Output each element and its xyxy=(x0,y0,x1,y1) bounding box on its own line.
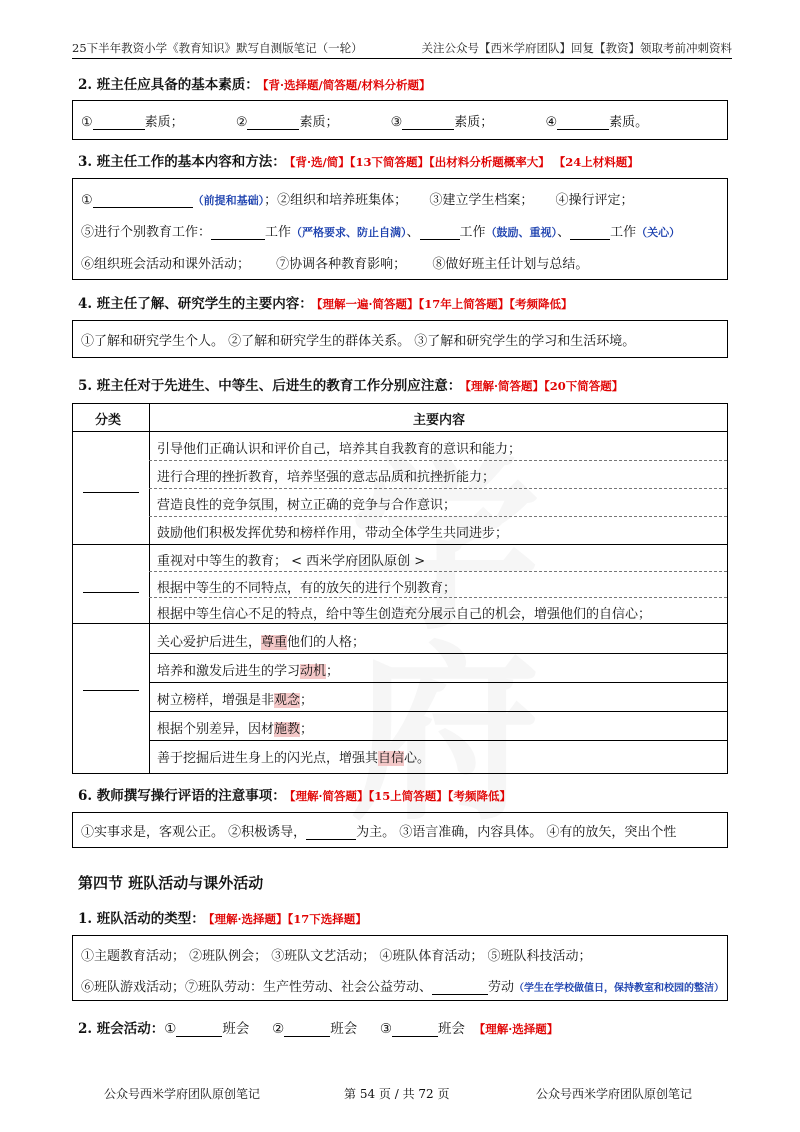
q6-row xyxy=(81,821,676,840)
q5-g1-item: 引导他们正确认识和评价自己，培养其自我教育的意识和能力； xyxy=(157,442,522,457)
q3-r2-b-note: （严格要求、防止自满） xyxy=(291,226,407,239)
q3-r3-a: ⑥组织班会活动和课外活动； xyxy=(81,257,251,272)
page-number: 第 54 页 / 共 72 页 xyxy=(344,1087,450,1101)
q3-r2-f-note: （关心） xyxy=(636,226,681,239)
q5-g3-highlight: 动机 xyxy=(300,664,327,679)
q5-g3-item xyxy=(157,689,313,708)
q3-row-1 xyxy=(81,189,633,208)
q3-row-2 xyxy=(81,221,680,240)
q5-g2-item: 根据中等生信心不足的特点，给中等生创造充分展示自己的机会，增强他们的自信心； xyxy=(157,607,652,622)
q5-g3-post: 他们的人格； xyxy=(287,635,366,650)
q7-blank[interactable] xyxy=(432,994,488,995)
header-divider xyxy=(72,58,732,59)
q3-r1-c: ③建立学生档案； xyxy=(429,193,534,208)
q5-title: 5. 班主任对于先进生、中等生、后进生的教育工作分别应注意： xyxy=(78,378,462,394)
header-left: 25下半年教资小学《教育知识》默写自测版笔记（一轮） xyxy=(72,41,363,55)
q3-r2-d-note: （鼓励、重视） xyxy=(485,226,558,239)
q3-r2-c: 、 xyxy=(406,225,420,240)
q3-row-3 xyxy=(81,253,588,272)
q8-blank-3[interactable] xyxy=(392,1036,438,1037)
q5-g3-item xyxy=(157,718,313,737)
q3-heading xyxy=(78,150,639,170)
q5-g3-post: ； xyxy=(300,693,314,708)
q5-col-content: 主要内容 xyxy=(413,413,466,428)
q7-r2-b: 劳动 xyxy=(488,980,515,995)
q4-box xyxy=(72,320,728,358)
q2-box xyxy=(72,100,728,140)
q7-tag: 【理解·选择题】【17下选择题】 xyxy=(208,912,367,926)
q2-num-2: ② xyxy=(235,115,248,130)
q2-text-3: 素质； xyxy=(454,115,494,130)
q3-blank-1[interactable] xyxy=(93,207,193,208)
q5-blank-middle[interactable] xyxy=(83,592,139,593)
q5-g1-item: 营造良性的竞争氛围，树立正确的竞争与合作意识； xyxy=(157,498,457,513)
q6-tag: 【理解·简答题】【15上简答题】【考频降低】 xyxy=(289,789,512,803)
q5-g3-item xyxy=(157,747,430,766)
footer-right: 公众号西米学府团队原创笔记 xyxy=(536,1087,693,1101)
q5-g3-highlight: 观念 xyxy=(274,693,301,708)
q3-blank-4[interactable] xyxy=(570,239,610,240)
q5-g2-item: 重视对中等生的教育； < 西米学府团队原创 > xyxy=(157,554,426,569)
q8-title: 2. 班会活动： xyxy=(78,1021,165,1037)
q2-text-1: 素质； xyxy=(144,115,184,130)
footer-left: 公众号西米学府团队原创笔记 xyxy=(104,1087,261,1101)
q2-num-3: ③ xyxy=(390,115,403,130)
q5-blank-advanced[interactable] xyxy=(83,492,139,493)
q5-g2-item: 根据中等生的不同特点，有的放矢的进行个别教育； xyxy=(157,581,457,596)
q5-g3-pre: 善于挖掘后进生身上的闪光点，增强其 xyxy=(157,751,379,766)
q3-r2-b: 工作 xyxy=(265,225,292,240)
q7-heading xyxy=(78,907,367,927)
q6-box xyxy=(72,812,728,848)
q5-g3-highlight: 施教 xyxy=(274,722,301,737)
q8-num-1: ① xyxy=(164,1021,177,1037)
q5-g3-item xyxy=(157,631,365,650)
q7-row-2 xyxy=(81,976,724,995)
q2-row xyxy=(81,111,648,130)
q2-tag: 【背·选择题/简答题/材料分析题】 xyxy=(262,78,431,92)
q7-title: 1. 班队活动的类型： xyxy=(78,911,205,927)
q6-a: ①实事求是，客观公正。 ②积极诱导， xyxy=(81,825,307,840)
q8-text-1: 班会 xyxy=(222,1021,250,1037)
q3-r1-note: （前提和基础） xyxy=(192,194,265,207)
q8-num-3: ③ xyxy=(379,1021,393,1037)
q5-heading xyxy=(78,374,623,394)
q5-g3-highlight: 尊重 xyxy=(261,635,288,650)
q8-text-2: 班会 xyxy=(330,1021,358,1037)
q3-blank-2[interactable] xyxy=(211,239,265,240)
q2-title: 2. 班主任应具备的基本素质： xyxy=(78,77,259,93)
q3-box xyxy=(72,178,728,280)
q5-tag: 【理解·简答题】【20下简答题】 xyxy=(465,379,624,393)
q4-title: 4. 班主任了解、研究学生的主要内容： xyxy=(78,296,313,312)
q8-blank-2[interactable] xyxy=(284,1036,330,1037)
q3-r2-f: 工作 xyxy=(610,225,637,240)
q7-box xyxy=(72,935,728,1001)
q5-blank-lagging[interactable] xyxy=(83,690,139,691)
q2-blank-2[interactable] xyxy=(247,129,299,130)
q3-r1-d: ④操行评定； xyxy=(555,193,634,208)
q7-r2-note: （学生在学校做值日，保持教室和校园的整洁） xyxy=(514,983,725,994)
q2-num-4: ④ xyxy=(545,115,558,130)
q5-col-category: 分类 xyxy=(95,413,122,428)
q2-blank-1[interactable] xyxy=(93,129,145,130)
q7-r2-a: ⑥班队游戏活动；⑦班队劳动：生产性劳动、社会公益劳动、 xyxy=(81,980,433,995)
header-right: 关注公众号【西米学府团队】回复【教资】领取考前冲刺资料 xyxy=(421,41,732,55)
q3-tag: 【背·选/简】【13下简答题】【出材料分析题概率大】 【24上材料题】 xyxy=(289,155,639,169)
q8-tag: 【理解·选择题】 xyxy=(473,1022,559,1036)
q2-text-4: 素质。 xyxy=(609,115,649,130)
q8-heading xyxy=(78,1017,558,1037)
q8-blank-1[interactable] xyxy=(176,1036,222,1037)
q5-g3-post: 心。 xyxy=(404,751,431,766)
section-title: 第四节 班队活动与课外活动 xyxy=(78,874,264,892)
q2-text-2: 素质； xyxy=(299,115,339,130)
q3-r2-d: 工作 xyxy=(459,225,486,240)
q8-text-3: 班会 xyxy=(438,1021,466,1037)
q5-table xyxy=(72,403,728,774)
q5-g3-item xyxy=(157,660,339,679)
q5-g3-pre: 根据个别差异，因材 xyxy=(157,722,275,737)
q5-g1-item: 鼓励他们积极发挥优势和榜样作用，带动全体学生共同进步； xyxy=(157,526,509,541)
q6-heading xyxy=(78,784,511,804)
q6-b: 为主。 ③语言准确，内容具体。 ④有的放矢，突出个性 xyxy=(356,825,677,840)
q5-g3-highlight: 自信 xyxy=(378,751,405,766)
q7-row-1: ①主题教育活动； ②班队例会； ③班队文艺活动； ④班队体育活动； ⑤班队科技活动； xyxy=(81,949,592,964)
q4-content: ①了解和研究学生个人。 ②了解和研究学生的群体关系。 ③了解和研究学生的学习和生活环境。 xyxy=(81,334,636,349)
q5-g3-pre: 树立榜样，增强是非 xyxy=(157,693,275,708)
q5-g3-post: ； xyxy=(300,722,314,737)
q5-g1-item: 进行合理的挫折教育，培养坚强的意志品质和抗挫折能力； xyxy=(157,470,496,485)
q6-title: 6. 教师撰写操行评语的注意事项： xyxy=(78,788,286,804)
q4-tag: 【理解一遍·简答题】【17年上简答题】【考频降低】 xyxy=(316,297,573,311)
q3-r3-b: ⑦协调各种教育影响； xyxy=(276,257,407,272)
q4-heading xyxy=(78,292,573,312)
q5-g3-pre: 培养和激发后进生的学习 xyxy=(157,664,301,679)
q8-num-2: ② xyxy=(272,1021,285,1037)
q2-blank-4[interactable] xyxy=(557,129,609,130)
q3-r1-num: ① xyxy=(81,193,93,208)
q2-heading xyxy=(78,73,430,93)
q2-num-1: ① xyxy=(81,115,93,130)
q2-blank-3[interactable] xyxy=(402,129,454,130)
q3-title: 3. 班主任工作的基本内容和方法： xyxy=(78,154,286,170)
q3-r1-b: ；②组织和培养班集体； xyxy=(264,193,408,208)
q3-r3-c: ⑧做好班主任计划与总结。 xyxy=(432,257,589,272)
q5-g3-post: ； xyxy=(326,664,340,679)
q5-g3-pre: 关心爱护后进生， xyxy=(157,635,262,650)
q6-blank[interactable] xyxy=(306,839,356,840)
q3-r2-e: 、 xyxy=(557,225,571,240)
q3-blank-3[interactable] xyxy=(420,239,460,240)
q3-r2-a: ⑤进行个别教育工作： xyxy=(81,225,212,240)
